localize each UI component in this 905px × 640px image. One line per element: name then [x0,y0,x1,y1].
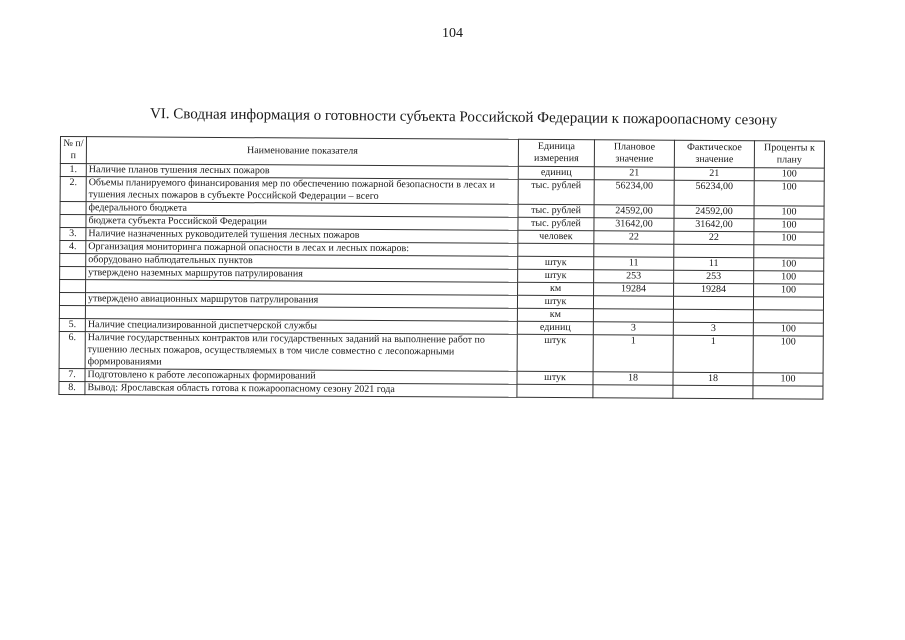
row-name: Наличие планов тушения лесных пожаров [86,164,518,180]
row-num [60,254,86,267]
row-name: Наличие специализированной диспетчерской службы [85,319,517,335]
row-plan: 3 [593,322,673,335]
row-plan [594,244,674,257]
section-title: VI. Сводная информация о готовности субъекта Российской Федерации к пожароопасному сезону [149,106,778,129]
row-fact: 24592,00 [674,205,754,218]
row-pct: 100 [753,373,823,386]
row-pct [753,386,823,399]
row-plan [593,309,673,322]
row-num: 8. [59,381,85,394]
row-fact: 21 [674,167,754,180]
row-fact: 1 [673,335,753,372]
row-unit: тыс. рублей [518,217,594,230]
row-pct: 100 [754,271,824,284]
row-num [59,305,85,318]
row-unit: км [518,282,594,295]
row-plan: 1 [593,335,673,372]
row-plan [593,385,673,398]
row-unit: штук [518,269,594,282]
row-unit: штук [517,334,593,371]
row-num [59,293,85,306]
row-fact: 22 [674,231,754,244]
row-pct: 100 [754,206,824,219]
row-unit [518,243,594,256]
row-plan: 18 [593,372,673,385]
row-num [60,280,86,293]
header-plan: Плановое значение [594,140,674,167]
header-fact: Фактическое значение [674,140,754,167]
row-name: оборудовано наблюдательных пунктов [86,254,518,270]
row-num: 4. [60,241,86,254]
row-unit: штук [517,371,593,384]
row-unit: тыс. рублей [518,179,594,204]
row-pct: 100 [754,232,824,245]
summary-table-container [58,136,825,400]
row-fact: 19284 [674,283,754,296]
row-fact [674,244,754,257]
row-unit: штук [518,256,594,269]
row-unit: км [517,308,593,321]
row-unit: единиц [518,166,594,179]
row-name: утверждено авиационных маршрутов патрулирования [85,293,517,309]
row-num: 1. [60,164,86,177]
table-body [59,164,824,400]
header-num: № п/п [60,137,86,164]
row-plan: 56234,00 [594,180,674,205]
row-plan: 21 [594,167,674,180]
header-pct: Проценты к плану [754,141,824,168]
row-pct [753,310,823,323]
row-pct [753,297,823,310]
row-fact [673,296,753,309]
row-num: 2. [60,177,86,202]
row-pct: 100 [754,181,824,206]
row-num: 3. [60,228,86,241]
row-name: федерального бюджета [86,202,518,218]
row-plan: 19284 [594,283,674,296]
row-fact [673,309,753,322]
row-pct: 100 [753,336,823,373]
summary-table [58,136,825,400]
row-unit: тыс. рублей [518,204,594,217]
row-num: 6. [59,331,85,368]
row-pct: 100 [754,219,824,232]
table-row [59,331,823,373]
row-fact: 11 [674,257,754,270]
row-name: утверждено наземных маршрутов патрулирования [86,267,518,283]
row-name: Наличие государственных контрактов или государственных заданий на выполнение работ по тушению лесных пожаров, осуществляемых в том числе совместно с лесопожарными формированиями [85,332,517,372]
row-fact: 31642,00 [674,218,754,231]
header-unit: Единица измерения [518,139,594,166]
header-name: Наименование показателя [86,137,518,167]
row-pct: 100 [754,258,824,271]
row-plan: 253 [594,270,674,283]
row-fact: 3 [673,322,753,335]
page-number: 104 [442,26,463,41]
row-fact: 18 [673,372,753,385]
row-num: 7. [59,368,85,381]
row-num [60,267,86,280]
row-name: бюджета субъекта Российской Федерации [86,215,518,231]
row-fact: 56234,00 [674,180,754,205]
row-name: Подготовлено к работе лесопожарных формирований [85,369,517,385]
row-plan: 22 [594,231,674,244]
row-unit: человек [518,230,594,243]
row-pct: 100 [754,168,824,181]
row-plan [593,296,673,309]
row-name: Наличие назначенных руководителей тушения лесных пожаров [86,228,518,244]
row-num: 5. [59,318,85,331]
row-plan: 24592,00 [594,205,674,218]
row-unit [517,384,593,397]
row-pct: 100 [754,284,824,297]
row-pct: 100 [753,323,823,336]
row-name: Объемы планируемого финансирования мер по обеспечению пожарной безопасности в лесах и тушения лесных пожаров в субъекте Российской Федерации – всего [86,177,518,205]
row-name: Вывод: Ярославская область готова к пожароопасному сезону 2021 года [85,382,517,398]
row-pct [754,245,824,258]
row-num [60,202,86,215]
row-name: Организация мониторинга пожарной опасности в лесах и лесных пожаров: [86,241,518,257]
row-plan: 11 [594,257,674,270]
row-fact: 253 [674,270,754,283]
row-fact [673,385,753,398]
row-unit: штук [517,295,593,308]
row-unit: единиц [517,321,593,334]
row-plan: 31642,00 [594,218,674,231]
row-num [60,215,86,228]
